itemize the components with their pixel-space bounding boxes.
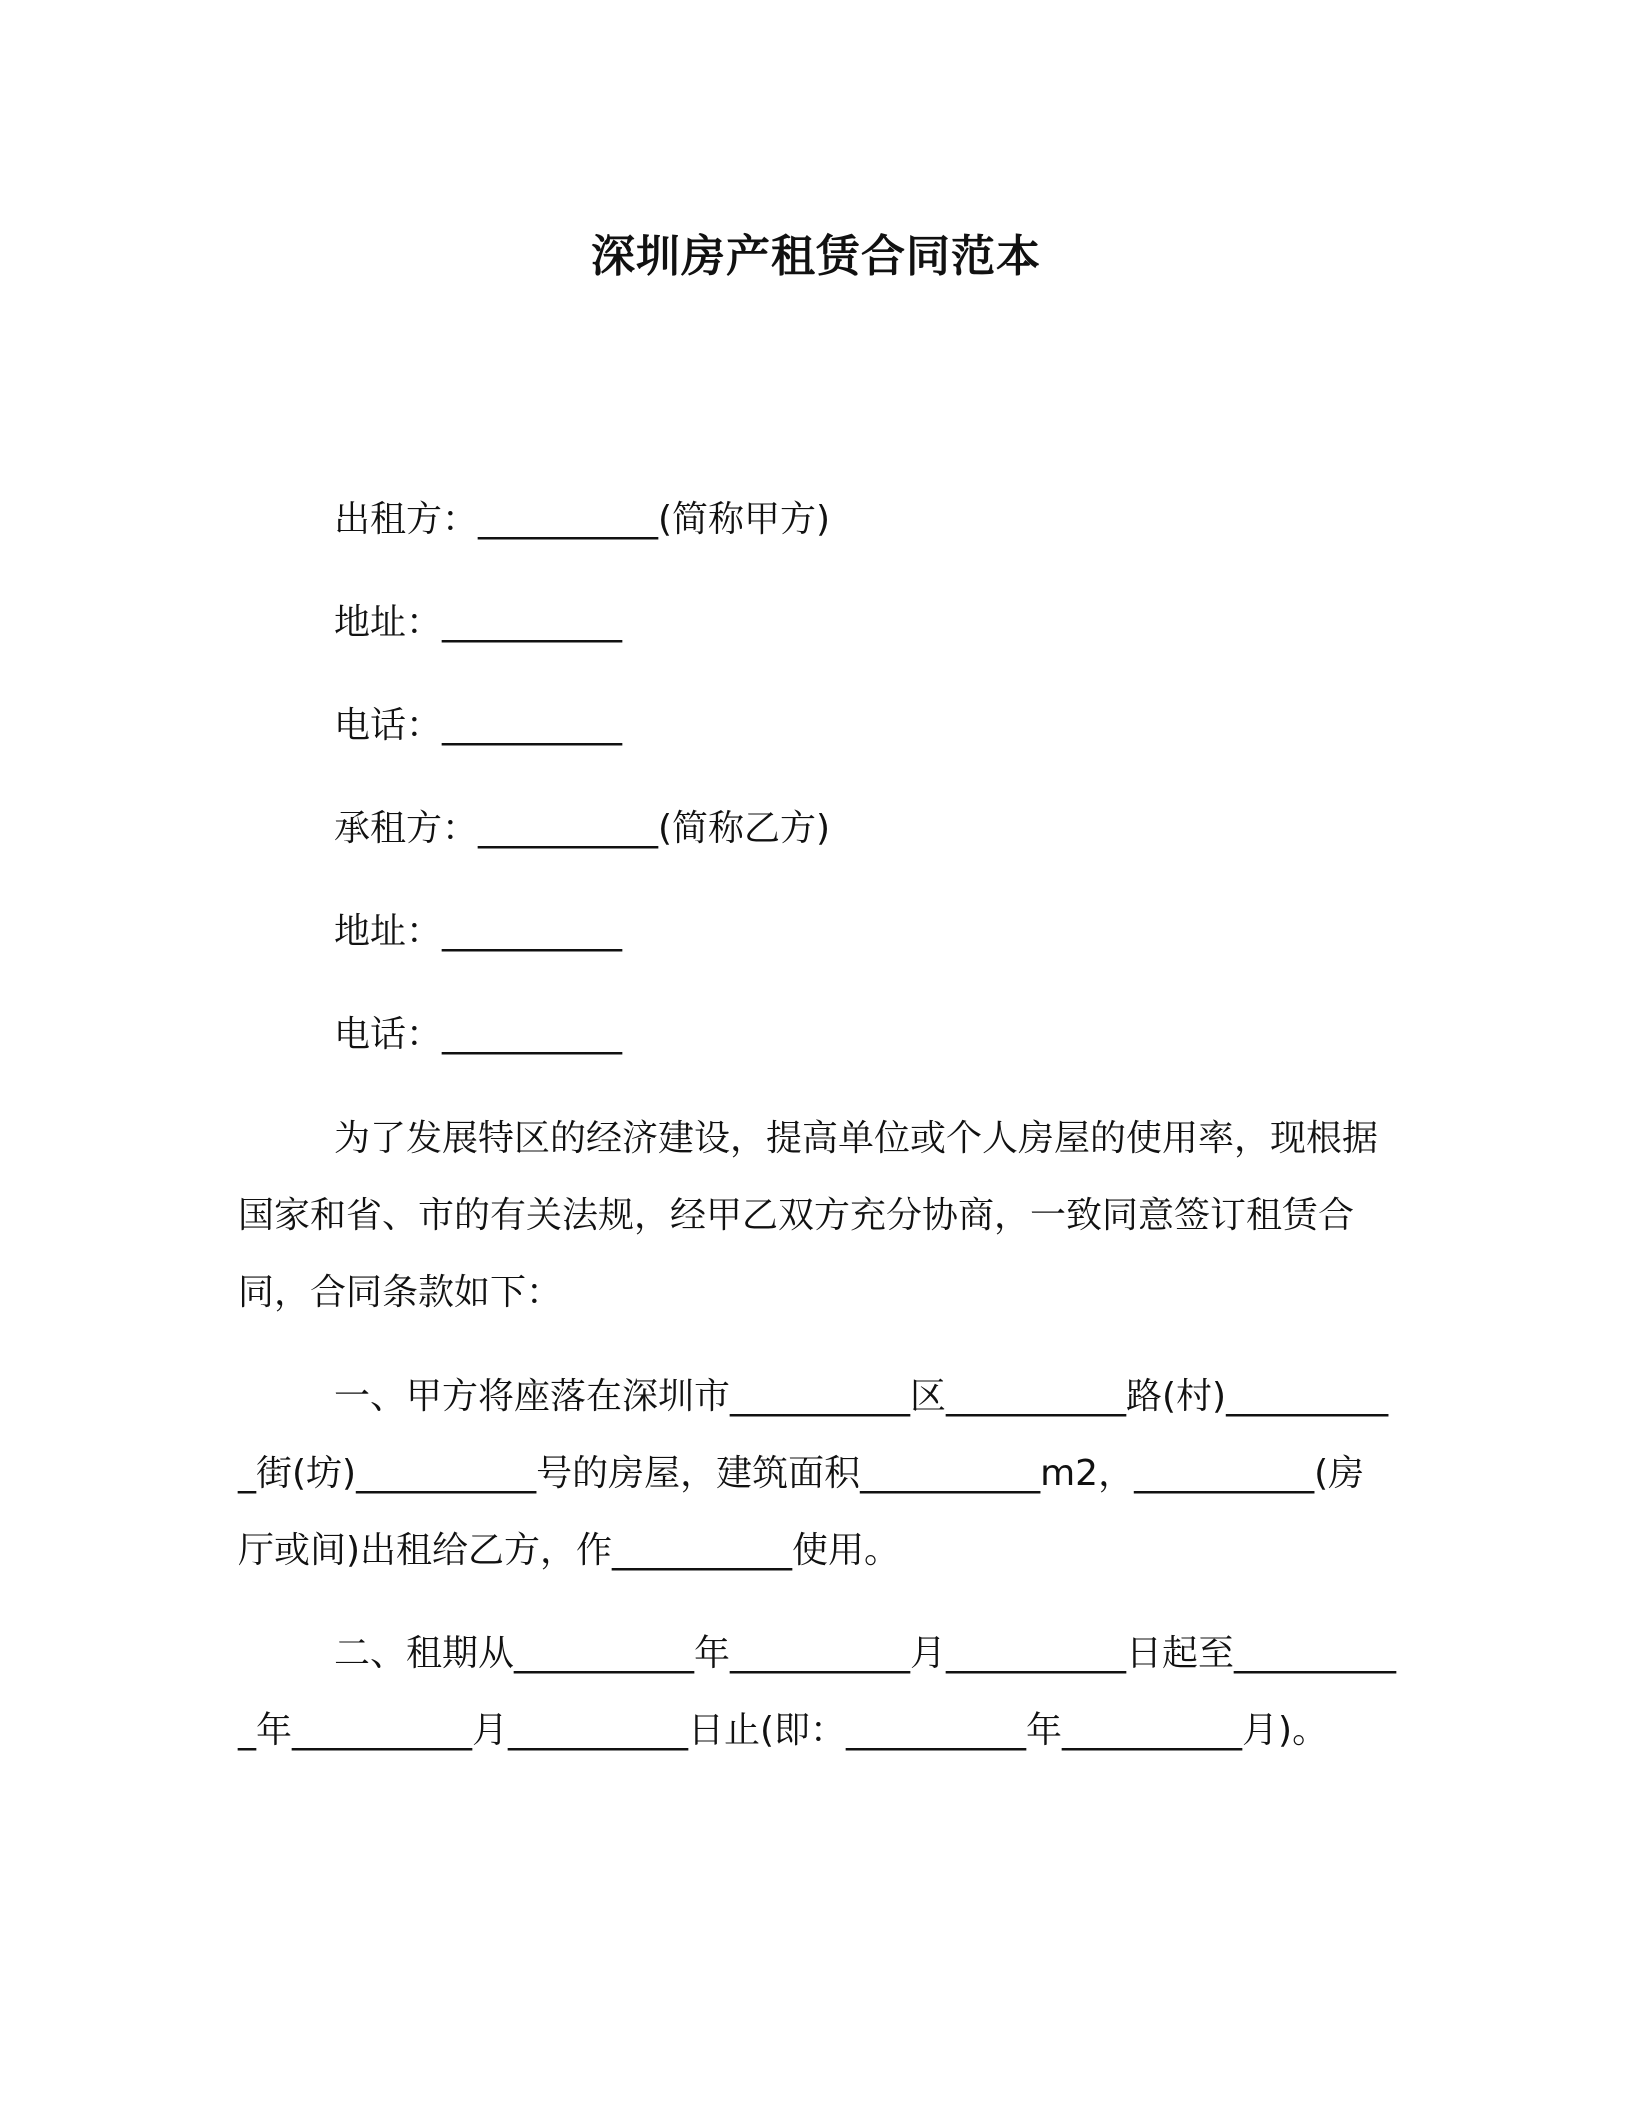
clause-2-paragraph: 二、租期从__________年__________月__________日起至__________年__________月__________日止(即：__________年__________月)。 <box>238 1633 1397 1751</box>
lessor-line: 出租方：__________(简称甲方) <box>334 499 831 540</box>
document-title: 深圳房产租赁合同范本 <box>591 231 1041 282</box>
lessor-phone-line: 电话：__________ <box>334 705 623 746</box>
lessee-address-line: 地址：__________ <box>334 911 623 952</box>
lessee-phone-line: 电话：__________ <box>334 1014 623 1055</box>
lessee-line: 承租方：__________(简称乙方) <box>334 808 831 849</box>
intro-paragraph: 为了发展特区的经济建设，提高单位或个人房屋的使用率，现根据国家和省、市的有关法规，经甲乙双方充分协商，一致同意签订租赁合同，合同条款如下： <box>238 1118 1379 1313</box>
clause-1-paragraph: 一、甲方将座落在深圳市__________区__________路(村)__________街(坊)__________号的房屋，建筑面积__________m2，__________(房厅或间)出租给乙方，作__________使用。 <box>238 1376 1389 1571</box>
lessor-address-line: 地址：__________ <box>334 602 623 643</box>
